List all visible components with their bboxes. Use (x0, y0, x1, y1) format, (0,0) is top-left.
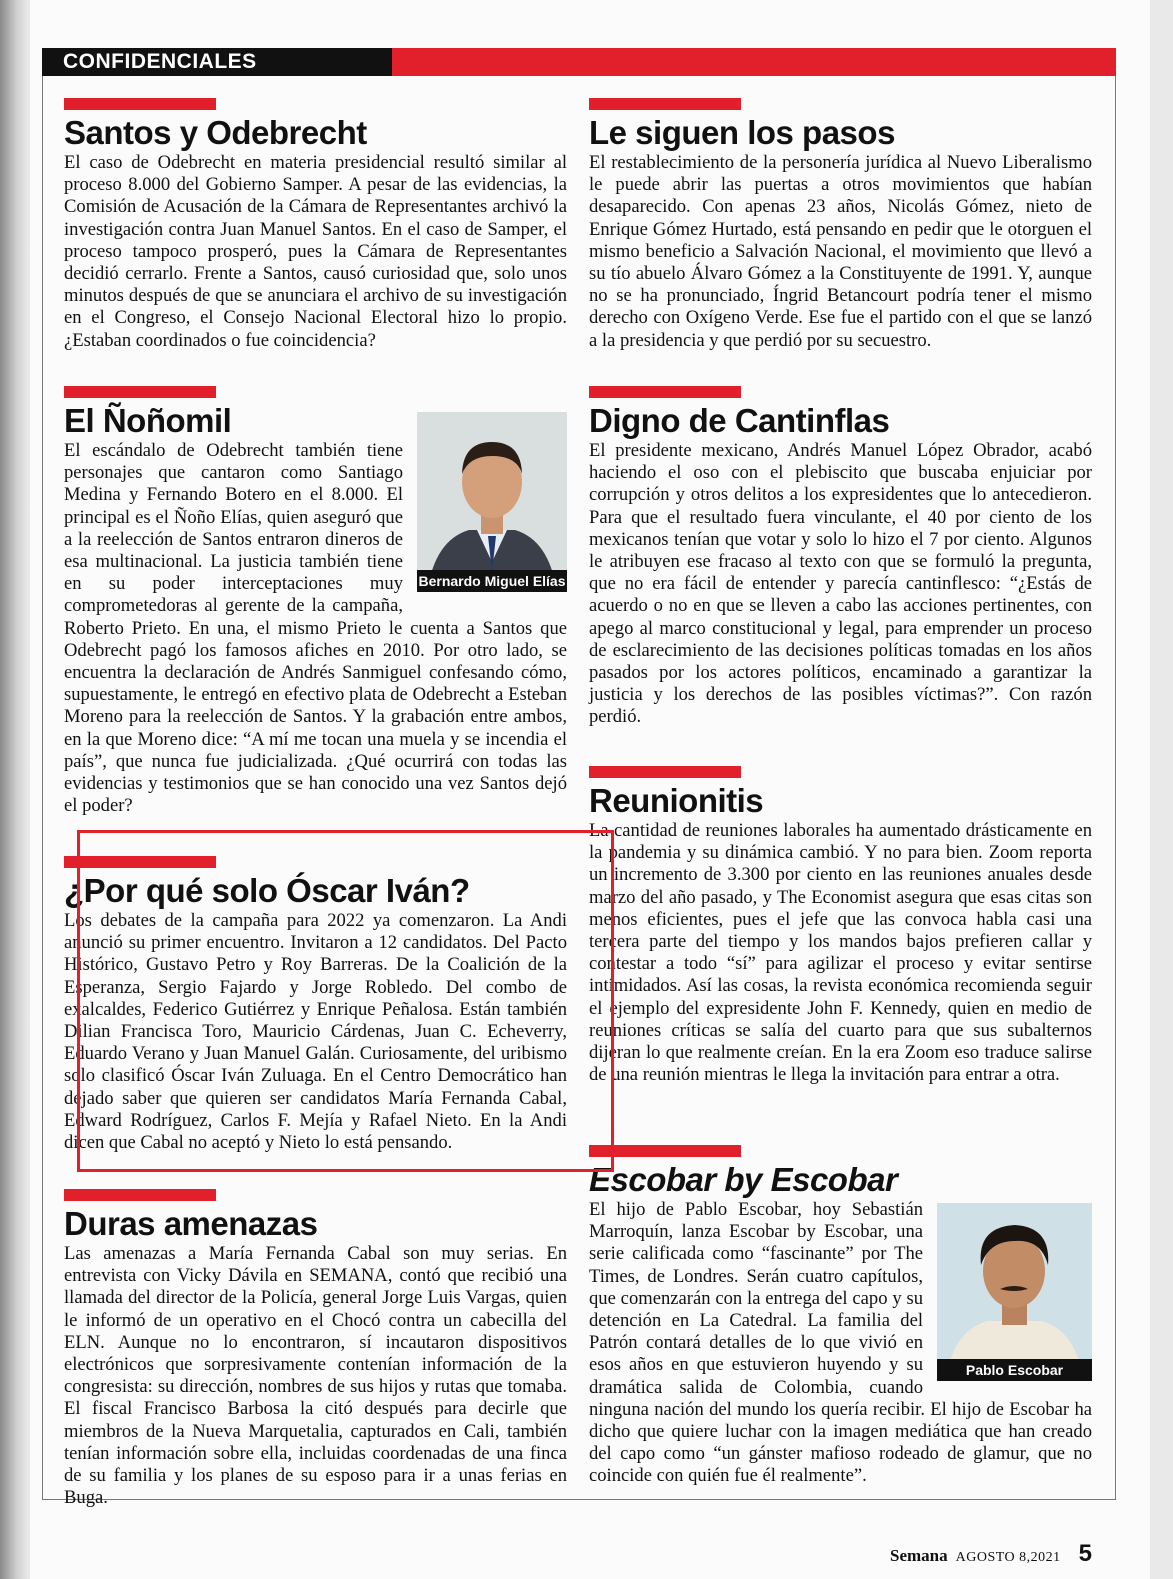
red-accent-bar (64, 1189, 216, 1201)
magazine-name: Semana (889, 1546, 948, 1565)
article-body: El escándalo de Odebrecht también tiene personajes que cantaron como Santiago Medina y Fernando Botero en el 8.000. El principal es el Ñoño Elías, quien aseguró que a la reelección de Santos entraron dineros de esa multinacional. La justicia también tiene en su poder interceptaciones muy comprometedoras al gerente de la campaña, Roberto Prieto. En una, el mismo Prieto le cuenta a Santos que Odebrecht pagó los famosos afiches en 2010. Por otro lado, se encuentra la declaración de Andrés Sanmiguel confesando cómo, supuestamente, le entregó en efectivo plata de Odebrecht a Esteban Moreno para la reelección de Santos. Y la grabación entre ambos, en la que Moreno dice: “A mí me tocan una muela y se incendia el país”, que nunca fue judicializada. ¿Qué ocurrirá con todas las evidencias y testimonios que se han conocido una vez Santos dejó el poder? (64, 440, 567, 817)
article-el-nonomil (64, 386, 567, 817)
page-footer (890, 1540, 1092, 1568)
red-accent-bar (589, 98, 741, 110)
page-number: 5 (1078, 1540, 1092, 1567)
portrait-image (417, 412, 567, 592)
page-spine-shadow (0, 0, 28, 1579)
article-title: Escobar by Escobar (589, 1161, 898, 1198)
article-santos-odebrecht (64, 98, 567, 352)
article-body: El presidente mexicano, Andrés Manuel López Obrador, acabó haciendo el oso con el plebiscito que buscaba enjuiciar por corrupción y otros delitos a los expresidentes que lo antecedieron. Para que el resultado fuera vinculante, el 40 por ciento de los mexicanos tenían que votar y solo lo hizo el 7 por ciento. Algunos le atribuyen ese fracaso al texto con que se formuló la pregunta, que no era fácil de entender y parecía cantinflesco: “¿Estás de acuerdo o no en que se lleven a cabo las acciones pertinentes, con apego al marco constitucional y legal, para emprender un proceso de esclarecimiento de las decisiones políticas tomadas en los años pasados por los actores políticos, encaminado a garantizar la justicia y los derechos de las posibles víctimas?”. Con razón perdió. (589, 440, 1092, 728)
article-title: Santos y Odebrecht (64, 114, 367, 151)
article-title: Duras amenazas (64, 1205, 318, 1242)
article-body: La cantidad de reuniones laborales ha aumentado drásticamente en la pandemia y su dinámica cambió. Y no para bien. Zoom reporta un incremento de 3.300 por ciento en las reuniones anuales desde marzo del año pasado, y The Economist asegura que esas citas son menos eficientes, pues el jefe que las convoca habla casi una tercera parte del tiempo y los mandos bajos prefieren callar y contestar a todo “sí” para agilizar el proceso y evitar sentirse intimidados. Así las cosas, la revista económica recomienda seguir el ejemplo del expresidente John F. Kennedy, quien en medio de reuniones críticas se salía del cuarto para que sus subalternos dijeran lo que realmente creían. En la era Zoom eso traduce salirse de una reunión mientras le llega la invitación para entrar a otra. (589, 820, 1092, 1086)
article-body: Los debates de la campaña para 2022 ya comenzaron. La Andi anunció su primer encuentro. Invitaron a 12 candidatos. Del Pacto Histórico, Gustavo Petro y Roy Barreras. De la Coalición de la Esperanza, Sergio Fajardo y Jorge Robledo. Del combo de exalcaldes, Federico Gutiérrez y Enrique Peñalosa. Están también Dilian Francisca Toro, Mauricio Cárdenas, Juan C. Echeverry, Eduardo Verano y Juan Manuel Galán. Curiosamente, del uribismo solo clasificó Óscar Iván Zuluaga. En el Centro Democrático han dejado saber que quieren ser candidatos María Fernanda Cabal, Edward Rodríguez, Carlos F. Mejía y Rafael Nieto. En la Andi dicen que Cabal no aceptó y Nieto lo está pensando. (64, 910, 567, 1154)
article-title: El Ñoñomil (64, 402, 232, 439)
article-body: Las amenazas a María Fernanda Cabal son muy serias. En entrevista con Vicky Dávila en SEMANA, contó que recibió una llamada del director de la Policía, general Jorge Luis Vargas, quien le informó de un operativo en el Chocó contra un cabecilla del ELN. Aunque no lo encontraron, sí incautaron dispositivos electrónicos que sorpresivamente contenían información de la congresista: su dirección, nombres de sus hijos y rutas que tomaba. El fiscal Francisco Barbosa la citó después para decirle que miembros de la Nueva Marquetalia, capturados en Cali, también tenían información sobre ella, incluidas coordenadas de una finca de su familia y los planes de su esposo para ir a unas ferias en Buga. (64, 1243, 567, 1509)
article-le-siguen-los-pasos (589, 98, 1092, 352)
article-duras-amenazas (64, 1189, 567, 1509)
issue-date: AGOSTO 8,2021 (955, 1550, 1061, 1565)
red-accent-bar (64, 386, 216, 398)
article-title: Le siguen los pasos (589, 114, 895, 151)
article-body: El restablecimiento de la personería jurídica al Nuevo Liberalismo le puede abrir las puertas a otros movimientos que habían desaparecido. Con apenas 23 años, Nicolás Gómez, nieto de Enrique Gómez Hurtado, está pensando en pedir que le otorguen el mismo beneficio a Salvación Nacional, el movimiento que llevó a su tío abuelo Álvaro Gómez a la Constituyente de 1991. Y, aunque no se ha pronunciado, Íngrid Betancourt podría tener el mismo derecho con Oxígeno Verde. Ese fue el partido con el que se lanzó a la presidencia y que perdió por su secuestro. (589, 152, 1092, 351)
portrait-photo (417, 412, 567, 592)
red-accent-bar (64, 98, 216, 110)
article-title: ¿Por qué solo Óscar Iván? (64, 872, 470, 909)
photo-caption: Bernardo Miguel Elías (417, 570, 567, 592)
section-banner (42, 48, 1116, 76)
red-accent-bar (589, 766, 741, 778)
article-body: El hijo de Pablo Escobar, hoy Sebastián Marroquín, lanza Escobar by Escobar, una serie calificada como “fascinante” por The Times, de Londres. Serán cuatro capítulos, que comenzarán con la entrega del capo y su detención en La Catedral. La familia del Patrón contará detalles de lo que vivió en esos años en que estuvieron huyendo y su dramática salida de Colombia, cuando ninguna nación del mundo los quería recibir. El hijo de Escobar ha dicho que quiere luchar con la imagen mediática que han creado del capo como “un gánster mafioso rodeado de glamur, que no coincide con quién fue él realmente”. (589, 1199, 1092, 1487)
magazine-page (30, 0, 1150, 1579)
article-body: El caso de Odebrecht en materia presidencial resultó similar al proceso 8.000 del Gobierno Samper. A pesar de las evidencias, la Comisión de Acusación de la Cámara de Representantes archivó la investigación contra Juan Manuel Santos. En el caso de Samper, el proceso tampoco prosperó, pues la Cámara de Representantes decidió cerrarlo. Frente a Santos, causó curiosidad que, solo unos minutos después de que se anunciara el archivo de su investigación en el Congreso, el Consejo Nacional Electoral hizo lo propio. ¿Estaban coordinados o fue coincidencia? (64, 152, 567, 351)
article-digno-de-cantinflas (589, 386, 1092, 729)
article-reunionitis (589, 766, 1092, 1086)
article-escobar-by-escobar (589, 1145, 1092, 1488)
article-title: Reunionitis (589, 782, 764, 819)
article-title: Digno de Cantinflas (589, 402, 890, 439)
portrait-photo (937, 1203, 1092, 1381)
section-title: CONFIDENCIALES (42, 48, 392, 76)
portrait-image (937, 1203, 1092, 1381)
highlight-box (77, 830, 614, 1172)
photo-caption: Pablo Escobar (937, 1359, 1092, 1381)
red-accent-bar (589, 386, 741, 398)
